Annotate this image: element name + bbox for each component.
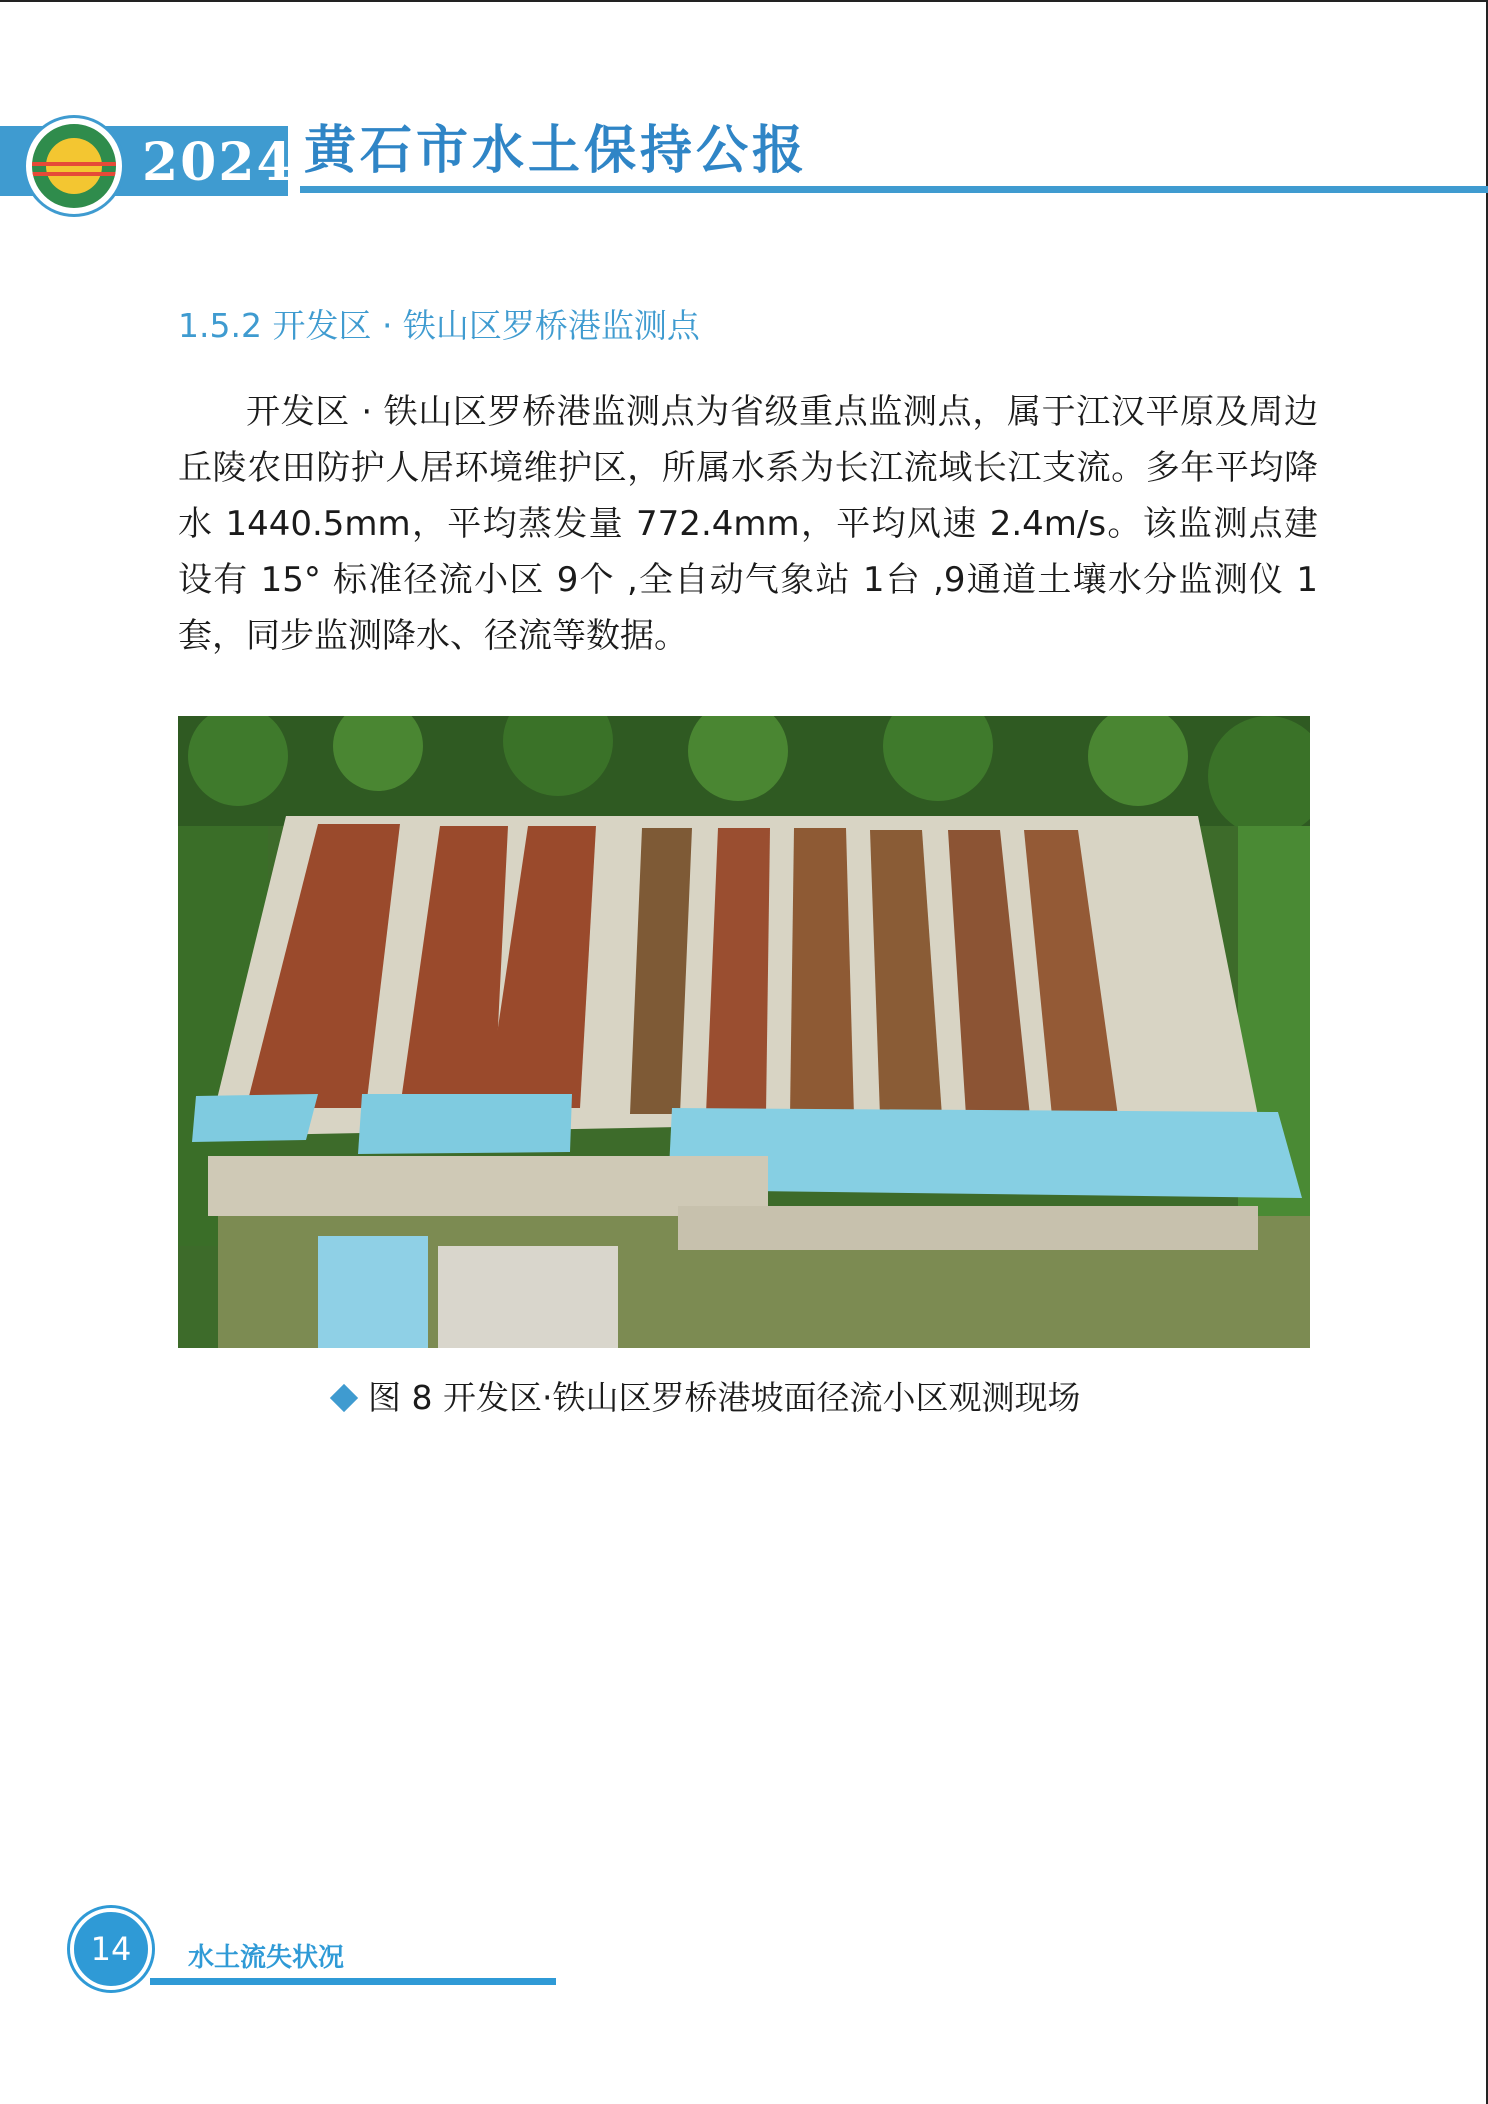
monitoring-site-photo: [178, 716, 1310, 1348]
page-number: 14: [90, 1930, 132, 1968]
diamond-bullet-icon: [330, 1384, 358, 1412]
footer-rule: [150, 1978, 556, 1985]
header-year: 2024: [142, 132, 295, 193]
header-rule: [300, 186, 1488, 193]
caption-text: 图 8 开发区·铁山区罗桥港坡面径流小区观测现场: [368, 1378, 1081, 1417]
top-edge-line: [0, 0, 1488, 2]
paragraph-text: 开发区 · 铁山区罗桥港监测点为省级重点监测点，属于江汉平原及周边丘陵农田防护人居环境维护区，所属水系为长江流域长江支流。多年平均降水 1440.5mm，平均蒸发量 772.4mm，平均风速 2.4m/s。该监测点建设有 15° 标准径流小区 9个 ,全自动气象站 1台 ,9通道土壤水分监测仪 1套，同步监测降水、径流等数据。: [178, 392, 1318, 656]
section-heading: 1.5.2 开发区 · 铁山区罗桥港监测点: [178, 306, 700, 345]
report-title: 黄石市水土保持公报: [304, 120, 809, 181]
chapter-label: 水土流失状况: [188, 1943, 345, 1973]
report-logo-icon: [26, 118, 122, 214]
body-paragraph: [178, 384, 1318, 664]
